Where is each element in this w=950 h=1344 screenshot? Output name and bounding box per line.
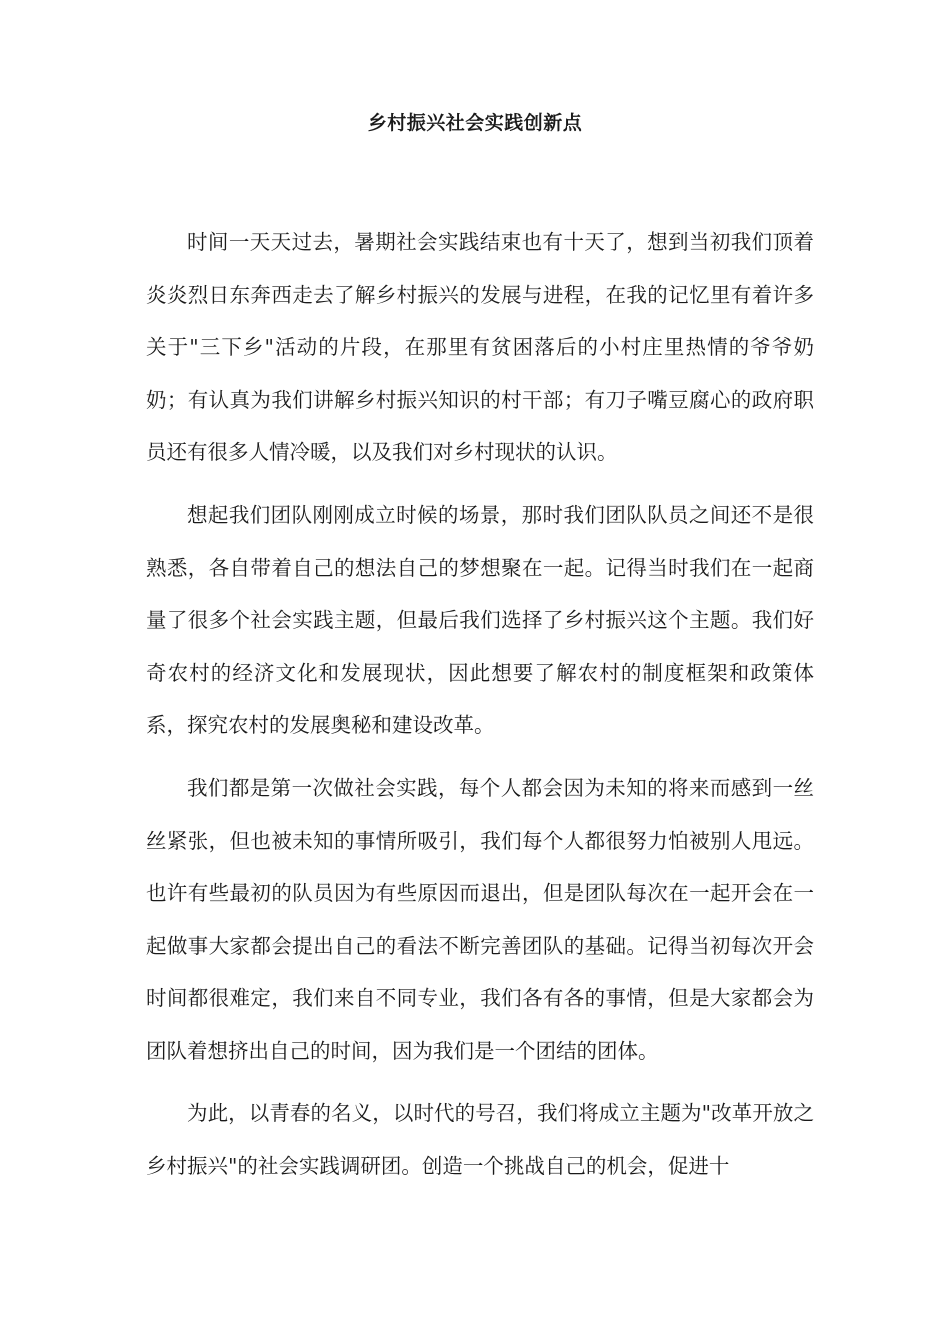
document-title: 乡村振兴社会实践创新点 (367, 112, 583, 134)
paragraph-4: 为此，以青春的名义，以时代的号召，我们将成立主题为"改革开放之乡村振兴"的社会实践调研团。创造一个挑战自己的机会，促进十 (146, 1101, 814, 1178)
paragraph-2: 想起我们团队刚刚成立时候的场景，那时我们团队队员之间还不是很熟悉，各自带着自己的想法自己的梦想聚在一起。记得当时我们在一起商量了很多个社会实践主题，但最后我们选择了乡村振兴这个主题。我们好奇农村的经济文化和发展现状，因此想要了解农村的制度框架和政策体系，探究农村的发展奥秘和建设改革。 (146, 503, 814, 737)
paragraph-3: 我们都是第一次做社会实践，每个人都会因为未知的将来而感到一丝丝紧张，但也被未知的事情所吸引，我们每个人都很努力怕被别人甩远。也许有些最初的队员因为有些原因而退出，但是团队每次在一起开会在一起做事大家都会提出自己的看法不断完善团队的基础。记得当初每次开会时间都很难定，我们来自不同专业，我们各有各的事情，但是大家都会为团队着想挤出自己的时间，因为我们是一个团结的团体。 (146, 776, 814, 1063)
paragraph-1: 时间一天天过去，暑期社会实践结束也有十天了，想到当初我们顶着炎炎烈日东奔西走去了解乡村振兴的发展与进程，在我的记忆里有着许多关于"三下乡"活动的片段，在那里有贫困落后的小村庄里热情的爷爷奶奶；有认真为我们讲解乡村振兴知识的村干部；有刀子嘴豆腐心的政府职员还有很多人情冷暖，以及我们对乡村现状的认识。 (146, 230, 814, 464)
